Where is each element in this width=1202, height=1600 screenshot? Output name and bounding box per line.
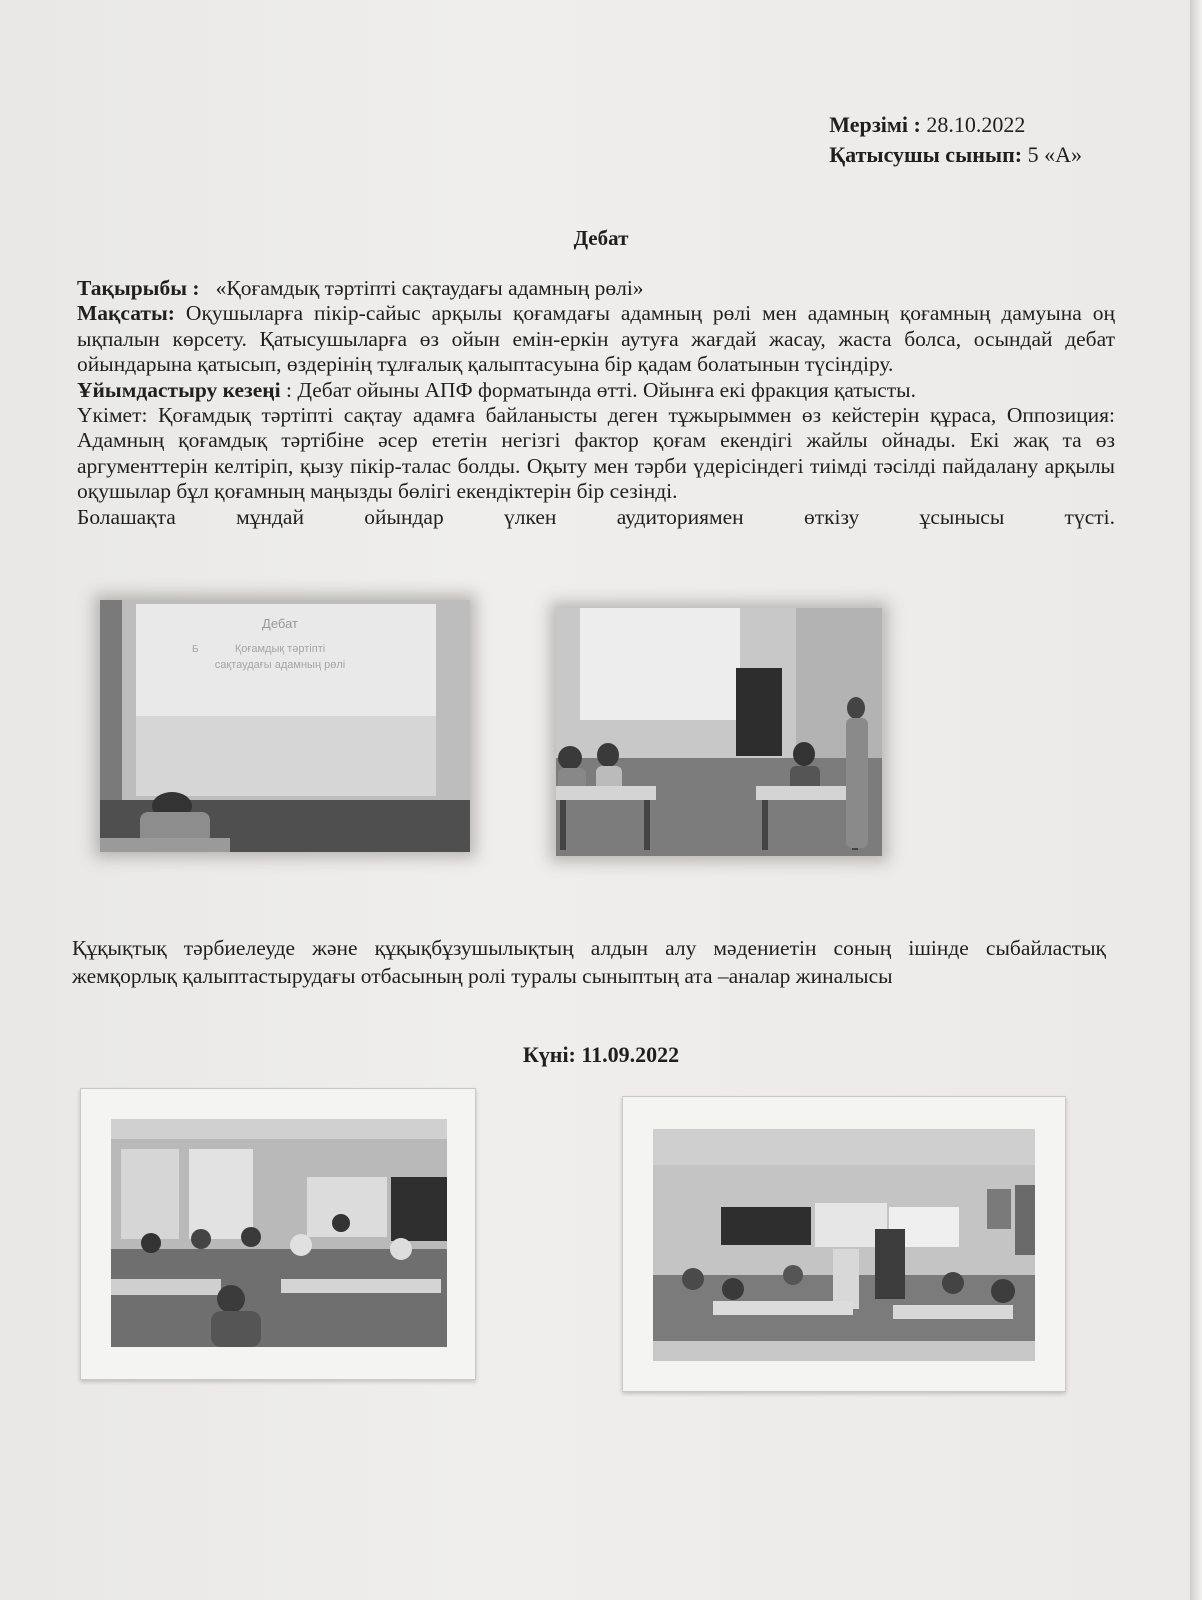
page-edge bbox=[1190, 0, 1202, 1600]
slide-number: Б bbox=[192, 644, 199, 655]
gov-text: Үкімет: Қоғамдық тәртіпті сақтау адамға байланысты деген тұжырыммен өз кейстерін құраса, Оппозиция: Адамның қоғамдық тәртібіне әсер ететін негізгі фактор қоғам екендігі жайлы ойнады. Екі жақ та өз аргументтерін келтіріп, қызу пікір-талас болды. Оқыту мен тәрби үдерісіндегі тиімді тәсілді пайдалану арқылы оқушылар бұл қоғамның маңызды бөлігі екендіктерін бір сезінді. bbox=[77, 403, 1115, 504]
goal-text: Оқушыларға пікір-сайыс арқылы қоғамдағы адамның рөлі мен адамның қоғамның дамуына оң ықпалын көрсету. Қатысушыларға өз ойын емін-еркін аутуға жағдай жасау, жаста болса, осындай дебат ойындарына қатысып, өздерінің тұлғалық қалыптасуына бір қадам болатынын түсіндіру. bbox=[77, 301, 1115, 377]
meeting-text: Құқықтық тәрбиелеуде және құқықбұзушылықтың алдын алу мәдениетін соның ішінде сыбайластық жемқорлық қалыптастырудағы отбасының ролі туралы сыныптың ата –аналар жиналысы bbox=[72, 936, 1106, 988]
class-value: 5 «А» bbox=[1027, 142, 1082, 167]
slide-title: Дебат bbox=[262, 616, 298, 631]
date-line bbox=[829, 110, 1082, 140]
date-label: Мерзімі : bbox=[829, 112, 921, 137]
debate-photo-1 bbox=[100, 600, 470, 852]
debate-title: Дебат bbox=[573, 226, 629, 250]
org-label: Ұйымдастыру кезеңі bbox=[77, 377, 281, 402]
slide-sub-1: Қоғамдық тәртіпті bbox=[234, 643, 326, 655]
meeting-date: Күні: 11.09.2022 bbox=[522, 1042, 680, 1067]
gov-last-line: Болашақта мұндай ойындар үлкен аудиториямен өткізу ұсынысы түсті. bbox=[77, 504, 1115, 529]
meeting-photo-1 bbox=[80, 1088, 476, 1380]
gov-paragraph bbox=[77, 403, 1115, 505]
topic-value: «Қоғамдық тәртіпті сақтаудағы адамның рөлі» bbox=[215, 276, 644, 300]
date-value: 28.10.2022 bbox=[926, 112, 1026, 137]
org-paragraph bbox=[77, 378, 1115, 403]
org-text: : Дебат ойыны АПФ форматында өтті. Ойынға екі фракция қатысты. bbox=[280, 377, 916, 402]
class-label: Қатысушы сынып: bbox=[829, 142, 1023, 167]
header-meta bbox=[829, 110, 1082, 170]
class-line bbox=[829, 140, 1082, 170]
topic-line bbox=[77, 276, 1115, 301]
debate-body bbox=[77, 276, 1115, 530]
goal-paragraph bbox=[77, 301, 1115, 377]
slide-sub-2: сақтаудағы адамның рөлі bbox=[214, 659, 346, 671]
goal-label: Мақсаты: bbox=[77, 301, 175, 326]
meeting-photo-2 bbox=[622, 1096, 1066, 1392]
topic-label: Тақырыбы : bbox=[77, 276, 200, 300]
debate-photo-2 bbox=[556, 608, 882, 856]
